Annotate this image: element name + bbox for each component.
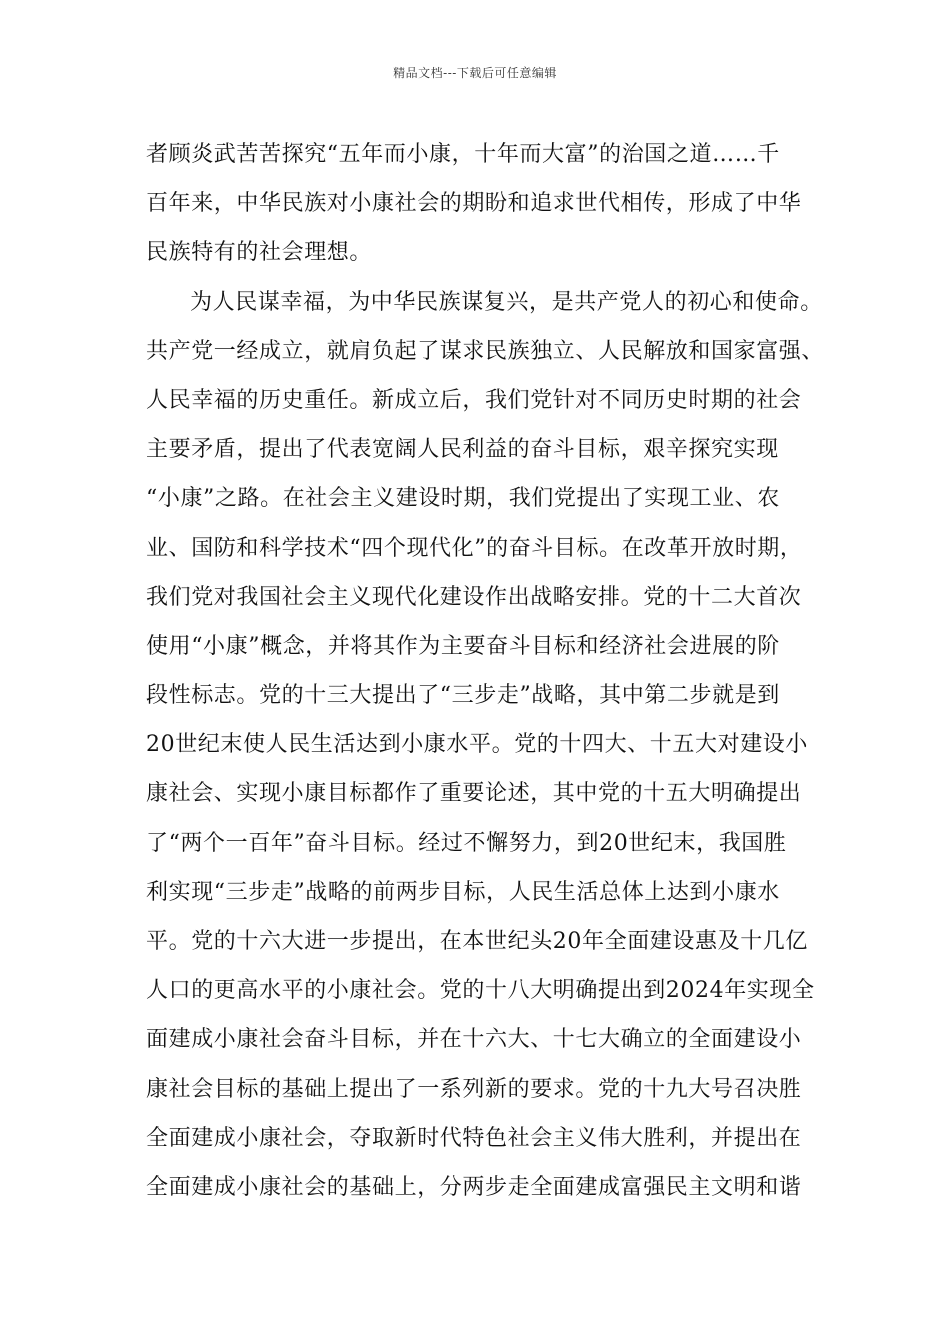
text-line: 业、国防和科学技术“四个现代化”的奋斗目标。在改革开放时期，: [146, 535, 803, 561]
text-line: 段性标志。党的十三大提出了“三步走”战略，其中第二步就是到: [146, 683, 780, 709]
text-line: 人民幸福的历史重任。新成立后，我们党针对不同历史时期的社会: [146, 387, 802, 413]
text-line: 为人民谋幸福，为中华民族谋复兴，是共产党人的初心和使命。: [190, 289, 823, 315]
text-line: 全面建成小康社会的基础上，分两步走全面建成富强民主文明和谐: [146, 1174, 802, 1200]
text-line: 我们党对我国社会主义现代化建设作出战略安排。党的十二大首次: [146, 584, 802, 610]
text-line: 主要矛盾，提出了代表宽阔人民利益的奋斗目标，艰辛探究实现: [146, 437, 779, 463]
text-line: 20世纪末使人民生活达到小康水平。党的十四大、十五大对建设小: [146, 732, 808, 758]
text-line: 面建成小康社会奋斗目标，并在十六大、十七大确立的全面建设小: [146, 1027, 802, 1053]
text-line: 共产党一经成立，就肩负起了谋求民族独立、人民解放和国家富强、: [146, 338, 825, 364]
text-line: 使用“小康”概念，并将其作为主要奋斗目标和经济社会进展的阶: [146, 633, 780, 659]
text-line: 康社会、实现小康目标都作了重要论述，其中党的十五大明确提出: [146, 781, 802, 807]
document-body: [146, 130, 825, 1212]
page-header: 精品文档---下载后可任意编辑: [393, 66, 557, 80]
text-line: 康社会目标的基础上提出了一系列新的要求。党的十九大号召决胜: [146, 1076, 802, 1102]
paragraph-2: [146, 278, 825, 1213]
text-line: 百年来，中华民族对小康社会的期盼和追求世代相传，形成了中华: [146, 191, 802, 217]
text-line: 民族特有的社会理想。: [146, 240, 373, 266]
text-line: 利实现“三步走”战略的前两步目标，人民生活总体上达到小康水: [146, 879, 780, 905]
text-line: 全面建成小康社会，夺取新时代特色社会主义伟大胜利，并提出在: [146, 1125, 802, 1151]
text-line: “小康”之路。在社会主义建设时期，我们党提出了实现工业、农: [146, 486, 780, 512]
text-line: 了“两个一百年”奋斗目标。经过不懈努力，到20世纪末，我国胜: [146, 830, 787, 856]
paragraph-1: [146, 130, 811, 278]
text-line: 者顾炎武苦苦探究“五年而小康，十年而大富”的治国之道……千: [146, 142, 780, 167]
text-line: 平。党的十六大进一步提出，在本世纪头20年全面建设惠及十几亿: [146, 929, 808, 954]
text-line: 人口的更高水平的小康社会。党的十八大明确提出到2024年实现全: [146, 978, 815, 1004]
